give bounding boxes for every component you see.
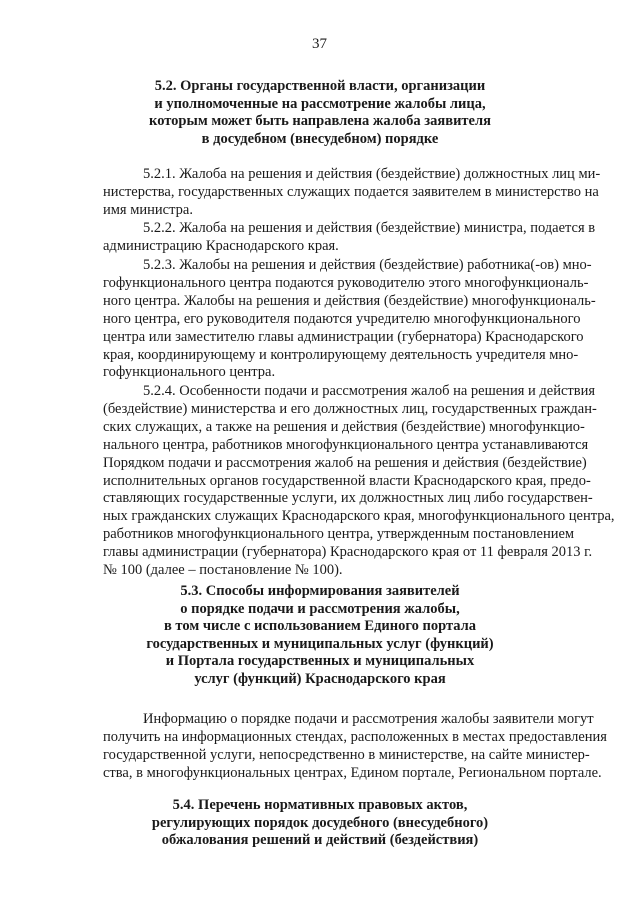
text-line: ных гражданских служащих Краснодарского края, многофункционального центра,: [103, 508, 615, 525]
text-line: ного центра, его руководителя подаются учредителю многофункционального: [103, 310, 581, 327]
text-line: главы администрации (губернатора) Краснодарского края от 11 февраля 2013 г.: [103, 544, 593, 561]
text-line: центра или заместителю главы администрации (губернатора) Краснодарского: [103, 328, 584, 345]
heading-line: 5.4. Перечень нормативных правовых актов,: [172, 797, 468, 813]
paragraph-5-2-1: [103, 166, 619, 220]
heading-line: обжалования решений и действий (бездействия): [161, 832, 479, 848]
text-line: № 100 (далее – постановление № 100).: [103, 562, 343, 579]
section-5-2-heading: [100, 78, 540, 148]
section-5-3-heading: [100, 583, 540, 688]
heading-line: в том числе с использованием Единого портала: [163, 618, 477, 634]
heading-line: и Портала государственных и муниципальных: [165, 653, 475, 669]
text-line: Порядком подачи и рассмотрения жалоб на решения и действия (бездействие): [103, 454, 587, 471]
text-line: гофункционального центра подаются руководителю этого многофункциональ-: [103, 274, 589, 291]
text-line: края, координирующему и контролирующему деятельность учредителя мно-: [103, 346, 579, 363]
page-number: 37: [312, 36, 327, 52]
paragraph-5-2-2: [103, 220, 619, 256]
text-line: 5.2.3. Жалобы на решения и действия (бездействие) работника(-ов) мно-: [143, 257, 592, 273]
paragraph-5-2-3: [103, 257, 619, 382]
section-5-4-heading: [100, 797, 540, 850]
heading-line: о порядке подачи и рассмотрения жалобы,: [180, 600, 460, 617]
heading-line: услуг (функций) Краснодарского края: [194, 670, 446, 687]
paragraph-5-3: [103, 711, 619, 783]
heading-line: государственных и муниципальных услуг (функций): [146, 635, 494, 652]
text-line: (бездействие) министерства и его должностных лиц, государственных граждан-: [103, 400, 597, 417]
paragraph-5-2-4: [103, 383, 619, 580]
text-line: 5.2.4. Особенности подачи и рассмотрения жалоб на решения и действия: [143, 383, 596, 399]
heading-line: и уполномоченные на рассмотрение жалобы лица,: [154, 95, 486, 112]
text-line: получить на информационных стендах, расположенных в местах предоставления: [103, 728, 607, 745]
text-line: 5.2.1. Жалоба на решения и действия (бездействие) должностных лиц ми-: [143, 166, 601, 182]
heading-line: регулирующих порядок досудебного (внесудебного): [151, 814, 489, 831]
heading-line: 5.2. Органы государственной власти, организации: [154, 78, 486, 94]
text-line: нистерства, государственных служащих подается заявителем в министерство на: [103, 183, 599, 200]
text-line: Информацию о порядке подачи и рассмотрения жалобы заявители могут: [143, 711, 594, 727]
text-line: ставляющих государственные услуги, их должностных лиц либо государствен-: [103, 490, 593, 507]
text-line: имя министра.: [103, 201, 193, 218]
heading-line: которым может быть направлена жалоба заявителя: [149, 113, 491, 129]
text-line: ских служащих, а также на решения и действия (бездействие) многофункцио-: [103, 418, 585, 435]
text-line: государственной услуги, непосредственно в министерстве, на сайте министер-: [103, 746, 590, 763]
text-line: ства, в многофункциональных центрах, Едином портале, Региональном портале.: [103, 764, 602, 781]
text-line: ного центра. Жалобы на решения и действия (бездействие) многофункциональ-: [103, 292, 596, 309]
text-line: исполнительных органов государственной власти Краснодарского края, предо-: [103, 472, 591, 489]
text-line: нального центра, работников многофункционального центра устанавливаются: [103, 436, 589, 453]
heading-line: в досудебном (внесудебном) порядке: [201, 130, 439, 147]
text-line: гофункционального центра.: [103, 364, 276, 381]
heading-line: 5.3. Способы информирования заявителей: [180, 583, 460, 599]
text-line: 5.2.2. Жалоба на решения и действия (бездействие) министра, подается в: [143, 220, 596, 236]
text-line: работников многофункционального центра, утвержденным постановлением: [103, 526, 575, 543]
text-line: администрацию Краснодарского края.: [103, 237, 339, 254]
